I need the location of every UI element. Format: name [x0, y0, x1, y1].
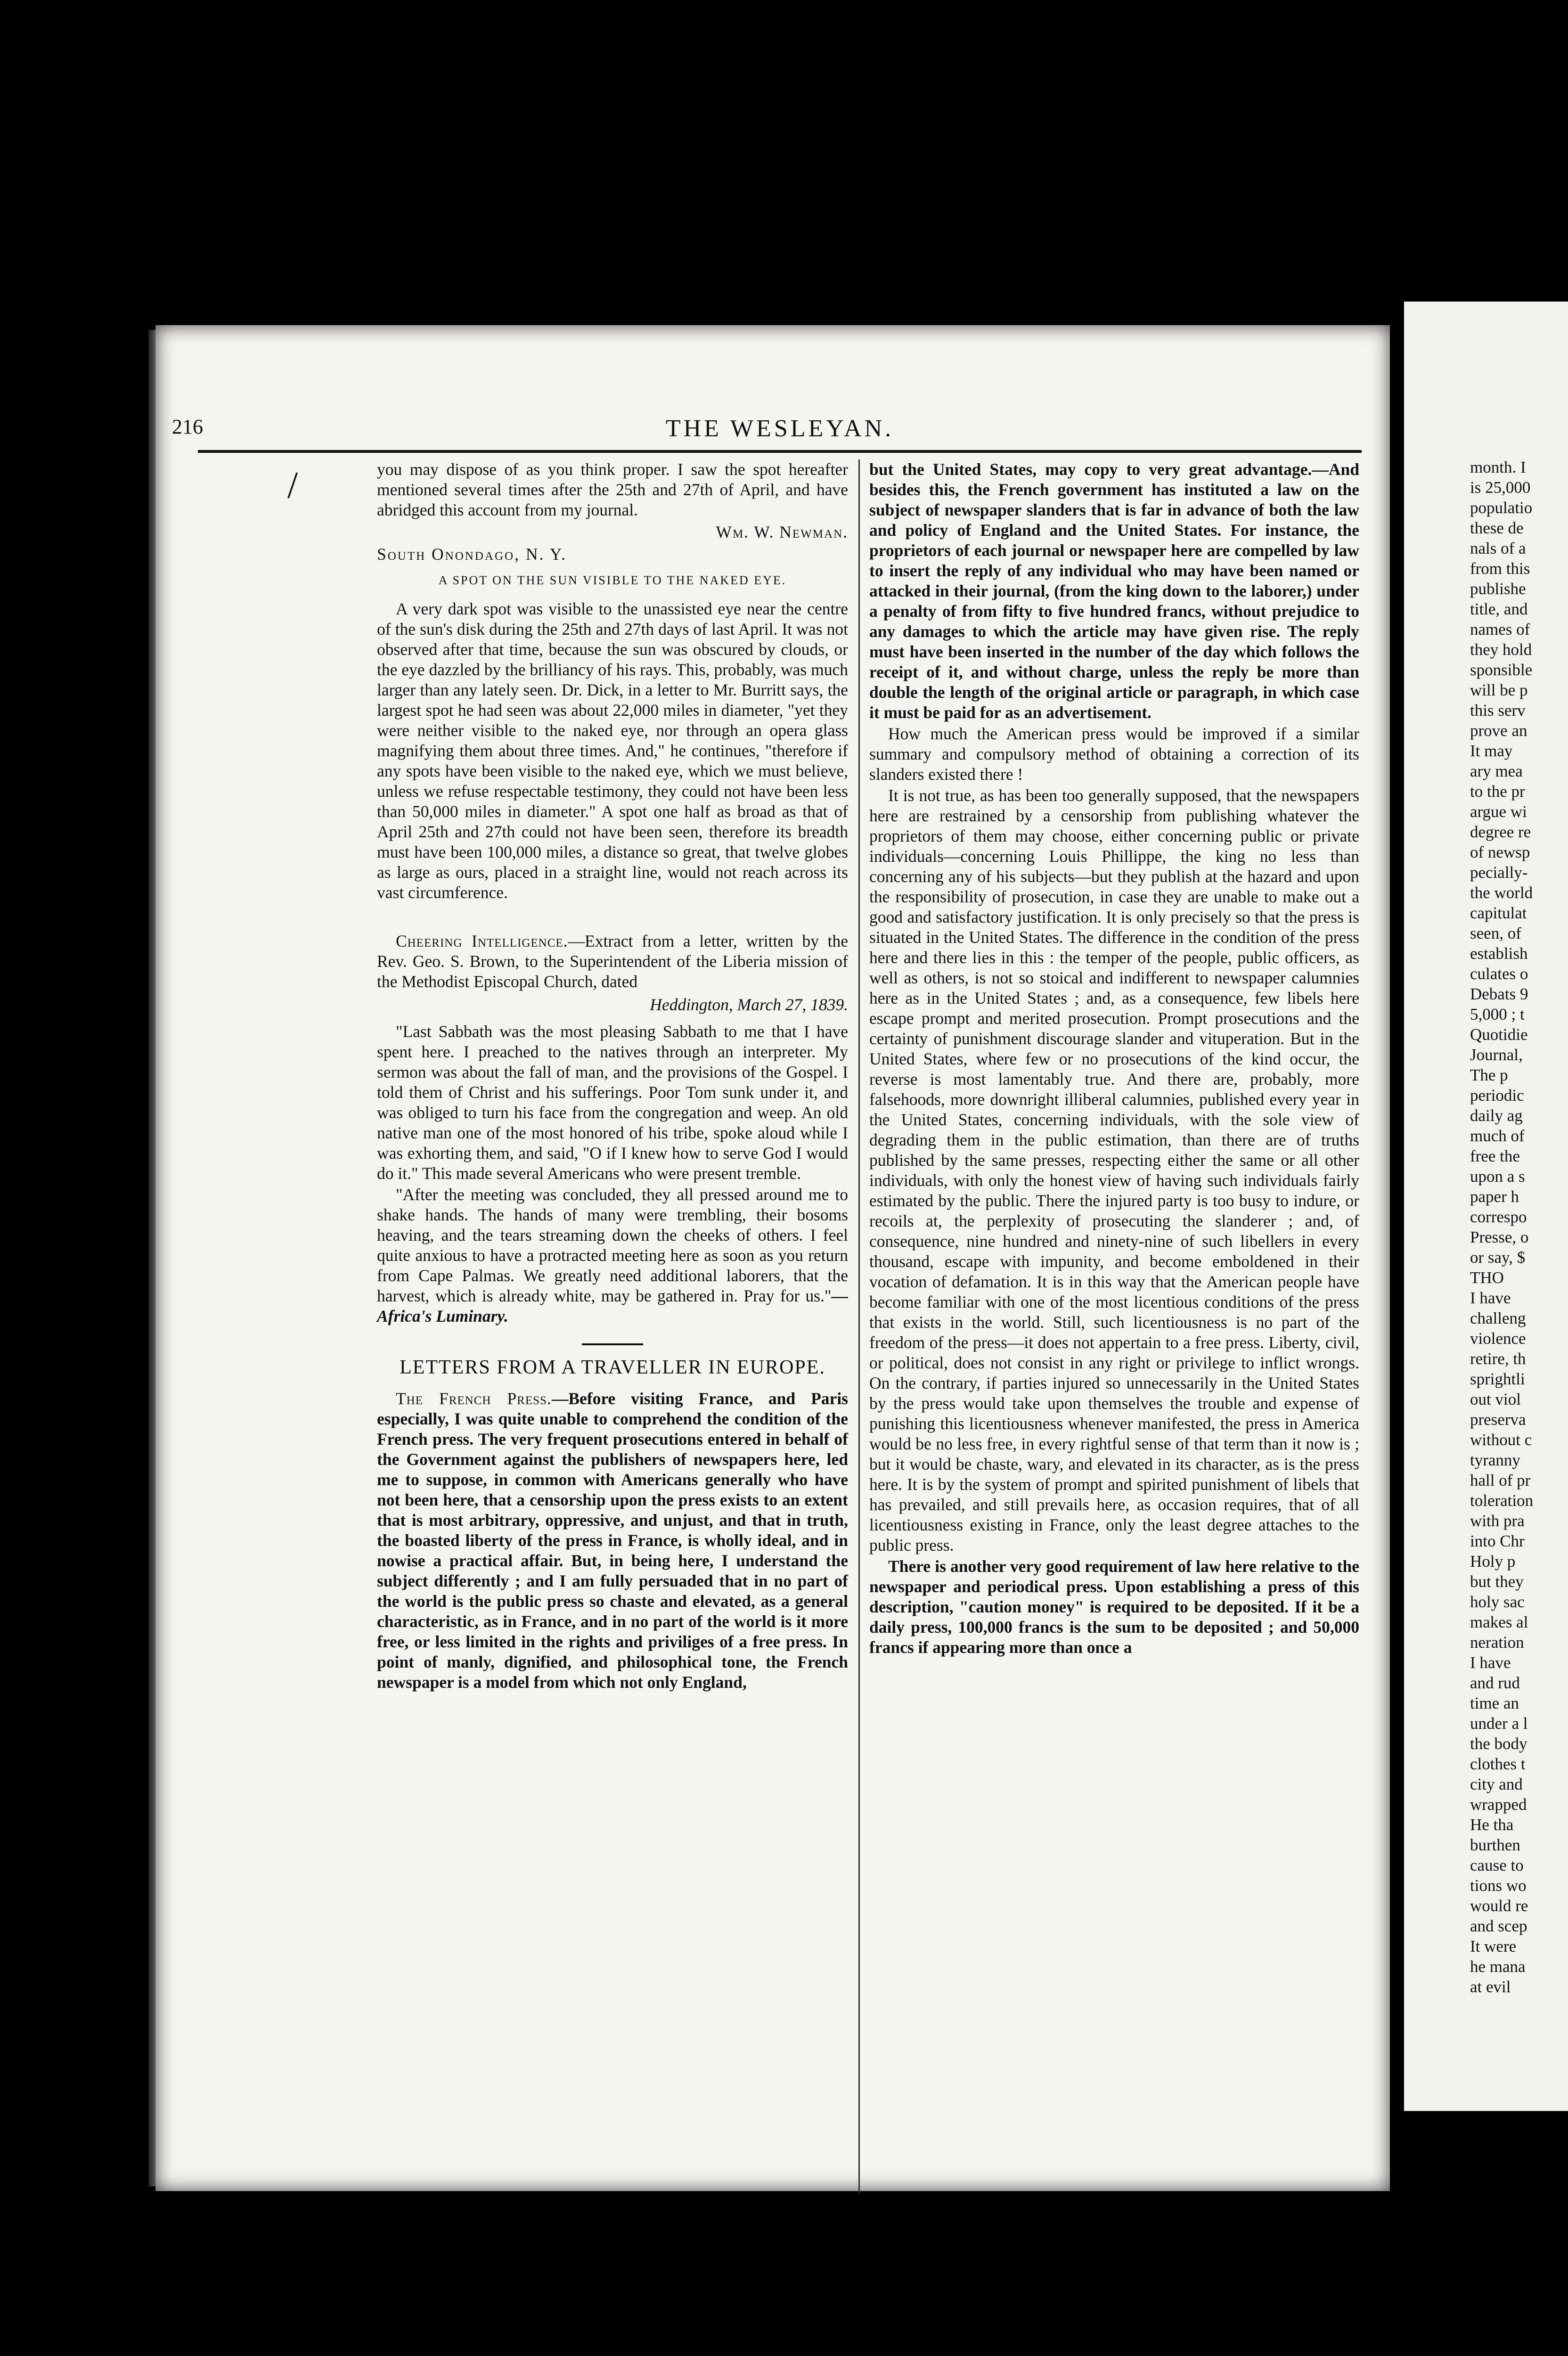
- adjacent-page-line: under a l: [1470, 1714, 1528, 1733]
- adjacent-page-line: The p: [1470, 1066, 1508, 1084]
- adjacent-page-line: at evil: [1470, 1978, 1511, 1996]
- adjacent-page-line: hall of pr: [1470, 1471, 1531, 1489]
- adjacent-page-line: seen, of: [1470, 924, 1521, 942]
- adjacent-page-line: holy sac: [1470, 1593, 1525, 1611]
- french-press-lead: The French Press.: [396, 1389, 552, 1408]
- adjacent-page-line: capitulat: [1470, 904, 1527, 922]
- adjacent-page-line: the body: [1470, 1734, 1527, 1753]
- adjacent-page-line: tyranny: [1470, 1451, 1520, 1469]
- adjacent-page-line: retire, th: [1470, 1350, 1526, 1368]
- page-number: 216: [172, 415, 203, 438]
- adjacent-page-line: names of: [1470, 620, 1530, 638]
- adjacent-page: [1404, 302, 1568, 2111]
- adjacent-page-line: he mana: [1470, 1957, 1526, 1976]
- french-press-paragraph: [377, 1389, 848, 1693]
- adjacent-page-line: city and: [1470, 1775, 1523, 1793]
- adjacent-page-line: establish: [1470, 944, 1528, 963]
- intro-paragraph: you may dispose of as you think proper. I saw the spot hereafter mentioned several times after the 25th and 27th of April, and have abridged this account from my journal.: [377, 460, 848, 519]
- adjacent-page-line: and rud: [1470, 1674, 1520, 1692]
- adjacent-page-line: daily ag: [1470, 1106, 1523, 1125]
- adjacent-page-line: title, and: [1470, 600, 1528, 618]
- adjacent-page-line: burthen: [1470, 1836, 1520, 1854]
- header-rule: [198, 450, 1362, 453]
- cheering-text: —Extract from a letter, written by the Rev. Geo. S. Brown, to the Superintendent of the Liberia mission of the Methodist Episcopal Church, dated: [377, 932, 849, 991]
- adjacent-page-line: makes al: [1470, 1613, 1528, 1631]
- column-divider: [858, 459, 860, 2193]
- adjacent-page-line: violence: [1470, 1329, 1526, 1348]
- adjacent-page-line: correspo: [1470, 1208, 1527, 1226]
- left-column: [377, 459, 848, 1693]
- adjacent-page-line: or say, $: [1470, 1248, 1526, 1267]
- adjacent-page-line: without c: [1470, 1431, 1532, 1449]
- adjacent-page-line: degree re: [1470, 823, 1531, 841]
- adjacent-page-line: pecially-: [1470, 863, 1528, 882]
- adjacent-page-line: publishe: [1470, 580, 1526, 598]
- adjacent-page-line: ary mea: [1470, 762, 1523, 780]
- margin-pencil-mark: /: [287, 465, 298, 506]
- adjacent-page-line: sprightli: [1470, 1370, 1525, 1388]
- adjacent-page-line: toleration: [1470, 1491, 1534, 1510]
- adjacent-page-line: with pra: [1470, 1512, 1525, 1530]
- sabbath-paragraph: "Last Sabbath was the most pleasing Sabbath to me that I have spent here. I preached to the natives through an interpreter. My sermon was about the fall of man, and the provisions of the Gospel. I told them of Christ and his sufferings. Poor Tom sunk under it, and was obliged to turn his face from the congregation and weep. An old native man one of the most honored of his tribe, spoke aloud while I was exhorting them, and said, "O if I knew how to serve God I would do it." This made several Americans who were present tremble.: [377, 1022, 848, 1183]
- adjacent-page-line: nals of a: [1470, 539, 1526, 557]
- adjacent-page-line: 5,000 ; t: [1470, 1005, 1525, 1023]
- letters-heading: LETTERS FROM A TRAVELLER IN EUROPE.: [400, 1357, 825, 1378]
- adjacent-page-line: culates o: [1470, 965, 1528, 983]
- signature-place: South Onondago, N. Y.: [377, 545, 567, 564]
- adjacent-page-line: Quotidie: [1470, 1025, 1528, 1044]
- adjacent-page-line: and scep: [1470, 1917, 1527, 1935]
- adjacent-page-line: Presse, o: [1470, 1228, 1529, 1246]
- adjacent-page-line: argue wi: [1470, 802, 1527, 821]
- adjacent-page-line: to the pr: [1470, 782, 1525, 801]
- right-column: [869, 459, 1359, 1659]
- meeting-text: "After the meeting was concluded, they all pressed around me to shake hands. The hands of many were trembling, their bosoms heaving, and the tears streaming down the cheeks of others. I feel quite anxious to have a protracted meeting here as soon as you return from Cape Palmas. We greatly need additional laborers, that the harvest, which is already white, may be gathered in. Pray for us.": [377, 1185, 848, 1305]
- adjacent-page-line: much of: [1470, 1127, 1525, 1145]
- right-paragraph-1: but the United States, may copy to very great advantage.—And besides this, the French government has instituted a law on the subject of newspaper slanders that is far in advance of both the law and policy of England and the United States. For instance, the proprietors of each journal or newspaper here are compelled by law to insert the reply of any individual who may have been named or attacked in their journal, (from the king down to the laborer,) under a penalty of from fifty to five hundred francs, without prejudice to any damages to which the article may have given rise. The reply must have been inserted in the number of the day which follows the receipt of it, and without charge, unless the reply be more than double the length of the original article or paragraph, in which case it must be paid for as an advertisement.: [869, 460, 1359, 722]
- letter-dateline: Heddington, March 27, 1839.: [650, 995, 848, 1014]
- adjacent-page-line: the world: [1470, 884, 1533, 902]
- adjacent-page-line: free the: [1470, 1147, 1520, 1165]
- adjacent-page-line: sponsible: [1470, 661, 1533, 679]
- article-heading-sunspot: A SPOT ON THE SUN VISIBLE TO THE NAKED EYE.: [438, 573, 787, 587]
- adjacent-page-line: preserva: [1470, 1410, 1526, 1429]
- adjacent-page-line: but they: [1470, 1572, 1524, 1591]
- adjacent-page-line: I have: [1470, 1289, 1511, 1307]
- adjacent-page-line: Holy p: [1470, 1552, 1516, 1571]
- adjacent-page-line: tions wo: [1470, 1876, 1527, 1895]
- adjacent-page-line: these de: [1470, 519, 1524, 537]
- adjacent-page-line: from this: [1470, 559, 1530, 578]
- adjacent-page-line: cause to: [1470, 1856, 1524, 1874]
- cheering-paragraph: [377, 931, 848, 992]
- right-paragraph-4: There is another very good requirement of law here relative to the newspaper and periodical press. Upon establishing a press of this description, "caution money" is required to be deposited. If it be a daily press, 100,000 francs is the sum to be deposited ; and 50,000 francs if appearing more than once a: [869, 1557, 1359, 1657]
- meeting-source: —Africa's Luminary.: [377, 1286, 848, 1325]
- right-paragraph-3: It is not true, as has been too generally supposed, that the newspapers here are restrained by a censorship from publishing whatever the proprietors of them may choose, either concerning public or private individuals—concerning Louis Phillippe, the king no less than concerning any of his subjects—but they publish at the hazard and upon the responsibility of prosecution, in case they are unable to make out a good and satisfactory justification. It is only precisely so that the press is situated in the United States. The difference in the condition of the press here and there lies in this : the temper of the people, public officers, as well as others, is not so stoical and indifferent to newspaper calumnies here as in the United States ; and, as a consequence, few libels here escape prompt and merited prosecution. Prompt prosecutions and the certainty of punishment discourage slander and vituperation. But in the United States, where few or no prosecutions of the kind occur, the reverse is most lamentably true. And there are, probably, more falsehoods, more downright illiberal calumnies, published every year in the United States, concerning individuals, with the sole view of degrading them in the public estimation, than there are of truths published by the same presses, respecting either the same or all other individuals, with only the honest view of having such individuals fairly estimated by the public. There the injured party is too busy to indure, or recoils at, the perplexity of prosecuting the slanderer ; and, of consequence, nine hundred and ninety-nine of such libellers in every thousand, escape with impunity, and become emboldened in their vocation of defamation. It is in this way that the American people have become familiar with one of the most licentious conditions of the press that exists in the world. Still, such licentiousness is no part of the freedom of the press—it does not appertain to a free press. Liberty, civil, or political, does not consist in any right or privilege to inflict wrongs. On the contrary, if parties injured so unnecessarily in the United States by the press would take upon themselves the trouble and expense of punishing this licentiousness whenever manifested, the press in America would be no less free, in every rightful sense of that term than it now is ; but it would be chaste, wary, and elevated in its character, as is the press here. It is by the system of prompt and spirited punishment of libels that has prevailed, and still prevails here, as occasion requires, that of all licentiousness existing in France, only the least degree attaches to the public press.: [869, 786, 1359, 1554]
- adjacent-page-line: is 25,000: [1470, 478, 1531, 497]
- adjacent-page-line: prove an: [1470, 721, 1527, 740]
- adjacent-page-line: upon a s: [1470, 1167, 1525, 1186]
- section-divider: [582, 1343, 643, 1345]
- adjacent-page-line: Journal,: [1470, 1046, 1523, 1064]
- adjacent-page-line: of newsp: [1470, 843, 1530, 861]
- adjacent-page-line: THO: [1470, 1268, 1504, 1287]
- adjacent-page-line: clothes t: [1470, 1755, 1526, 1773]
- adjacent-page-line: time an: [1470, 1694, 1519, 1712]
- adjacent-page-line: they hold: [1470, 640, 1532, 659]
- adjacent-page-line: challeng: [1470, 1309, 1526, 1327]
- adjacent-page-line: wrapped: [1470, 1795, 1527, 1814]
- adjacent-page-line: this serv: [1470, 701, 1526, 720]
- right-paragraph-2: How much the American press would be improved if a similar summary and compulsory method of obtaining a correction of its slanders existed there !: [869, 724, 1359, 784]
- adjacent-page-line: It were: [1470, 1937, 1517, 1955]
- adjacent-page-line: populatio: [1470, 499, 1533, 517]
- adjacent-page-line: out viol: [1470, 1390, 1521, 1408]
- adjacent-page-text: [1404, 302, 1568, 1997]
- journal-title: THE WESLEYAN.: [665, 415, 894, 442]
- adjacent-page-line: I have: [1470, 1653, 1511, 1672]
- adjacent-page-line: into Chr: [1470, 1532, 1525, 1550]
- sunspot-paragraph: A very dark spot was visible to the unassisted eye near the centre of the sun's disk during the 25th and 27th days of last April. It was not observed after that time, because the sun was obscured by clouds, or the eye dazzled by the brilliancy of his rays. This, probably, was much larger than any lately seen. Dr. Dick, in a letter to Mr. Burritt says, the largest spot he had seen was about 22,000 miles in diameter, "yet they were neither visible to the naked eye, nor through an opera glass magnifying them about three times. And," he continues, "therefore if any spots have been visible to the naked eye, which we must believe, unless we refuse respectable testimony, they could not have been less than 50,000 miles in diameter." A spot one half as broad as that of April 25th and 27th could not have been seen, therefore its breadth must have been 100,000 miles, a distance so great, that twelve globes as large as ours, placed in a straight line, would not reach across its vast circumference.: [377, 599, 848, 902]
- adjacent-page-line: month. I: [1470, 458, 1526, 476]
- meeting-paragraph: [377, 1185, 848, 1326]
- letter-signature: Wm. W. Newman.: [716, 523, 848, 541]
- french-press-text: —Before visiting France, and Paris especially, I was quite unable to comprehend the condition of the French press. The very frequent prosecutions entered in behalf of the Government against the publishers of newspapers here, led me to suppose, in common with Americans generally who have not been here, that a censorship upon the press exists to an extent that is most arbitrary, oppressive, and unjust, and that in truth, the boasted liberty of the press in France, is wholly ideal, and in nowise a practical affair. But, in being here, I understand the subject differently ; and I am fully persuaded that in no part of the world is the public press so chaste and elevated, as a general characteristic, as in France, and in no part of the world is it more free, or less limited in the rights and priviliges of a free press. In point of manly, dignified, and philosophical tone, the French newspaper is a model from which not only England,: [377, 1389, 848, 1692]
- adjacent-page-line: periodic: [1470, 1086, 1524, 1104]
- cheering-lead: Cheering Intelligence.: [396, 932, 568, 950]
- adjacent-page-line: will be p: [1470, 681, 1528, 699]
- adjacent-page-line: Debats 9: [1470, 985, 1528, 1003]
- adjacent-page-line: He tha: [1470, 1816, 1514, 1834]
- adjacent-page-line: paper h: [1470, 1187, 1519, 1206]
- adjacent-page-line: It may: [1470, 742, 1513, 760]
- adjacent-page-line: would re: [1470, 1897, 1528, 1915]
- adjacent-page-line: neration: [1470, 1633, 1524, 1652]
